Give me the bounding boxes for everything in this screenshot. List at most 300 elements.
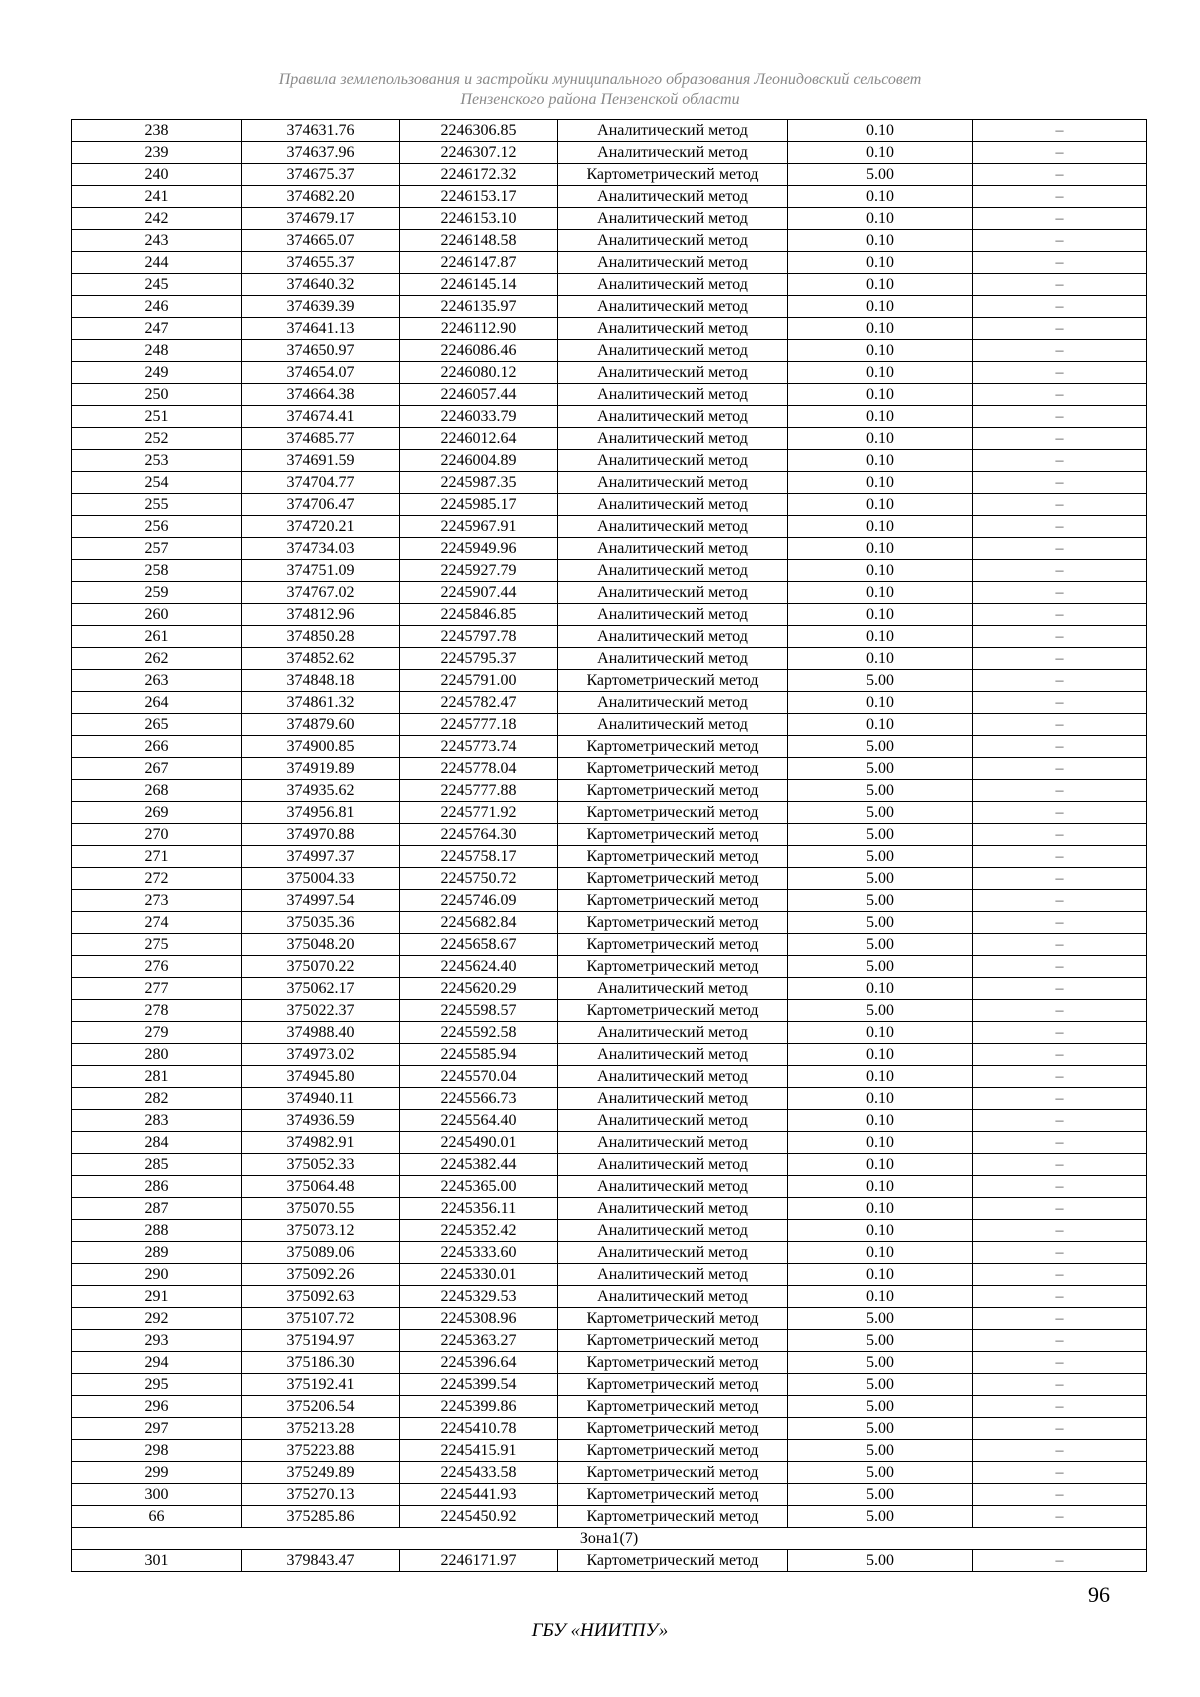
point-number-cell: 274 xyxy=(72,912,242,934)
note-cell: – xyxy=(973,450,1147,472)
accuracy-cell: 0.10 xyxy=(788,648,973,670)
note-cell: – xyxy=(973,186,1147,208)
method-cell: Картометрический метод xyxy=(558,846,788,868)
x-coordinate-cell: 375186.30 xyxy=(242,1352,400,1374)
y-coordinate-cell: 2245773.74 xyxy=(400,736,558,758)
note-cell: – xyxy=(973,1242,1147,1264)
table-row xyxy=(72,1374,1147,1396)
table-row xyxy=(72,1264,1147,1286)
point-number-cell: 252 xyxy=(72,428,242,450)
method-cell: Картометрический метод xyxy=(558,736,788,758)
accuracy-cell: 0.10 xyxy=(788,406,973,428)
method-cell: Аналитический метод xyxy=(558,648,788,670)
table-row xyxy=(72,1220,1147,1242)
point-number-cell: 261 xyxy=(72,626,242,648)
x-coordinate-cell: 375206.54 xyxy=(242,1396,400,1418)
x-coordinate-cell: 379843.47 xyxy=(242,1550,400,1572)
method-cell: Аналитический метод xyxy=(558,560,788,582)
point-number-cell: 245 xyxy=(72,274,242,296)
note-cell: – xyxy=(973,934,1147,956)
table-row xyxy=(72,362,1147,384)
x-coordinate-cell: 375223.88 xyxy=(242,1440,400,1462)
note-cell: – xyxy=(973,120,1147,142)
note-cell: – xyxy=(973,318,1147,340)
table-row xyxy=(72,164,1147,186)
point-number-cell: 283 xyxy=(72,1110,242,1132)
note-cell: – xyxy=(973,1154,1147,1176)
y-coordinate-cell: 2246012.64 xyxy=(400,428,558,450)
method-cell: Аналитический метод xyxy=(558,186,788,208)
method-cell: Аналитический метод xyxy=(558,406,788,428)
accuracy-cell: 5.00 xyxy=(788,758,973,780)
x-coordinate-cell: 374691.59 xyxy=(242,450,400,472)
note-cell: – xyxy=(973,978,1147,1000)
accuracy-cell: 5.00 xyxy=(788,780,973,802)
method-cell: Аналитический метод xyxy=(558,1242,788,1264)
accuracy-cell: 0.10 xyxy=(788,1264,973,1286)
accuracy-cell: 0.10 xyxy=(788,1242,973,1264)
table-row xyxy=(72,626,1147,648)
accuracy-cell: 0.10 xyxy=(788,318,973,340)
document-header xyxy=(0,70,1200,110)
y-coordinate-cell: 2246145.14 xyxy=(400,274,558,296)
x-coordinate-cell: 375285.86 xyxy=(242,1506,400,1528)
accuracy-cell: 5.00 xyxy=(788,956,973,978)
table-row xyxy=(72,1352,1147,1374)
note-cell: – xyxy=(973,274,1147,296)
table-row xyxy=(72,1088,1147,1110)
accuracy-cell: 0.10 xyxy=(788,450,973,472)
point-number-cell: 297 xyxy=(72,1418,242,1440)
table-row xyxy=(72,516,1147,538)
y-coordinate-cell: 2246147.87 xyxy=(400,252,558,274)
x-coordinate-cell: 374900.85 xyxy=(242,736,400,758)
point-number-cell: 254 xyxy=(72,472,242,494)
method-cell: Аналитический метод xyxy=(558,472,788,494)
method-cell: Картометрический метод xyxy=(558,1330,788,1352)
table-row xyxy=(72,714,1147,736)
y-coordinate-cell: 2246153.17 xyxy=(400,186,558,208)
note-cell: – xyxy=(973,1506,1147,1528)
method-cell: Аналитический метод xyxy=(558,1264,788,1286)
table-row xyxy=(72,736,1147,758)
point-number-cell: 295 xyxy=(72,1374,242,1396)
y-coordinate-cell: 2245333.60 xyxy=(400,1242,558,1264)
point-number-cell: 275 xyxy=(72,934,242,956)
table-row xyxy=(72,978,1147,1000)
accuracy-cell: 0.10 xyxy=(788,362,973,384)
accuracy-cell: 5.00 xyxy=(788,1374,973,1396)
accuracy-cell: 0.10 xyxy=(788,560,973,582)
point-number-cell: 301 xyxy=(72,1550,242,1572)
x-coordinate-cell: 374997.54 xyxy=(242,890,400,912)
point-number-cell: 266 xyxy=(72,736,242,758)
table-row xyxy=(72,120,1147,142)
x-coordinate-cell: 375070.22 xyxy=(242,956,400,978)
x-coordinate-cell: 374720.21 xyxy=(242,516,400,538)
method-cell: Аналитический метод xyxy=(558,1154,788,1176)
y-coordinate-cell: 2245795.37 xyxy=(400,648,558,670)
method-cell: Картометрический метод xyxy=(558,758,788,780)
note-cell: – xyxy=(973,1550,1147,1572)
accuracy-cell: 0.10 xyxy=(788,472,973,494)
x-coordinate-cell: 375092.63 xyxy=(242,1286,400,1308)
table-row xyxy=(72,230,1147,252)
method-cell: Картометрический метод xyxy=(558,868,788,890)
accuracy-cell: 0.10 xyxy=(788,208,973,230)
note-cell: – xyxy=(973,1484,1147,1506)
x-coordinate-cell: 374852.62 xyxy=(242,648,400,670)
table-row xyxy=(72,1242,1147,1264)
zone-label: Зона1(7) xyxy=(72,1528,1147,1550)
x-coordinate-cell: 374767.02 xyxy=(242,582,400,604)
point-number-cell: 290 xyxy=(72,1264,242,1286)
x-coordinate-cell: 374675.37 xyxy=(242,164,400,186)
note-cell: – xyxy=(973,1396,1147,1418)
point-number-cell: 279 xyxy=(72,1022,242,1044)
method-cell: Аналитический метод xyxy=(558,120,788,142)
y-coordinate-cell: 2246086.46 xyxy=(400,340,558,362)
table-row xyxy=(72,802,1147,824)
y-coordinate-cell: 2245363.27 xyxy=(400,1330,558,1352)
x-coordinate-cell: 374685.77 xyxy=(242,428,400,450)
note-cell: – xyxy=(973,1462,1147,1484)
point-number-cell: 265 xyxy=(72,714,242,736)
table-row xyxy=(72,186,1147,208)
y-coordinate-cell: 2245777.18 xyxy=(400,714,558,736)
method-cell: Аналитический метод xyxy=(558,978,788,1000)
point-number-cell: 263 xyxy=(72,670,242,692)
table-row xyxy=(72,1066,1147,1088)
table-row xyxy=(72,780,1147,802)
x-coordinate-cell: 374734.03 xyxy=(242,538,400,560)
y-coordinate-cell: 2245399.86 xyxy=(400,1396,558,1418)
table-row xyxy=(72,758,1147,780)
note-cell: – xyxy=(973,1132,1147,1154)
table-row xyxy=(72,1198,1147,1220)
point-number-cell: 257 xyxy=(72,538,242,560)
table-row xyxy=(72,1506,1147,1528)
table-row xyxy=(72,1440,1147,1462)
note-cell: – xyxy=(973,1110,1147,1132)
point-number-cell: 258 xyxy=(72,560,242,582)
x-coordinate-cell: 375194.97 xyxy=(242,1330,400,1352)
note-cell: – xyxy=(973,208,1147,230)
point-number-cell: 247 xyxy=(72,318,242,340)
accuracy-cell: 5.00 xyxy=(788,1550,973,1572)
point-number-cell: 66 xyxy=(72,1506,242,1528)
y-coordinate-cell: 2245778.04 xyxy=(400,758,558,780)
method-cell: Картометрический метод xyxy=(558,1352,788,1374)
method-cell: Аналитический метод xyxy=(558,318,788,340)
y-coordinate-cell: 2245396.64 xyxy=(400,1352,558,1374)
table-row xyxy=(72,846,1147,868)
x-coordinate-cell: 374650.97 xyxy=(242,340,400,362)
point-number-cell: 277 xyxy=(72,978,242,1000)
y-coordinate-cell: 2245365.00 xyxy=(400,1176,558,1198)
point-number-cell: 262 xyxy=(72,648,242,670)
method-cell: Аналитический метод xyxy=(558,340,788,362)
x-coordinate-cell: 375070.55 xyxy=(242,1198,400,1220)
table-row xyxy=(72,956,1147,978)
y-coordinate-cell: 2246306.85 xyxy=(400,120,558,142)
accuracy-cell: 5.00 xyxy=(788,912,973,934)
method-cell: Аналитический метод xyxy=(558,428,788,450)
accuracy-cell: 0.10 xyxy=(788,714,973,736)
y-coordinate-cell: 2245782.47 xyxy=(400,692,558,714)
point-number-cell: 259 xyxy=(72,582,242,604)
x-coordinate-cell: 374637.96 xyxy=(242,142,400,164)
table-row xyxy=(72,1308,1147,1330)
note-cell: – xyxy=(973,912,1147,934)
accuracy-cell: 0.10 xyxy=(788,1066,973,1088)
table-row xyxy=(72,406,1147,428)
note-cell: – xyxy=(973,1418,1147,1440)
accuracy-cell: 5.00 xyxy=(788,1462,973,1484)
y-coordinate-cell: 2245441.93 xyxy=(400,1484,558,1506)
x-coordinate-cell: 375052.33 xyxy=(242,1154,400,1176)
accuracy-cell: 0.10 xyxy=(788,692,973,714)
method-cell: Картометрический метод xyxy=(558,912,788,934)
note-cell: – xyxy=(973,1220,1147,1242)
table-row xyxy=(72,472,1147,494)
x-coordinate-cell: 374812.96 xyxy=(242,604,400,626)
accuracy-cell: 5.00 xyxy=(788,1418,973,1440)
accuracy-cell: 0.10 xyxy=(788,1220,973,1242)
method-cell: Картометрический метод xyxy=(558,1396,788,1418)
method-cell: Картометрический метод xyxy=(558,1506,788,1528)
point-number-cell: 291 xyxy=(72,1286,242,1308)
note-cell: – xyxy=(973,406,1147,428)
note-cell: – xyxy=(973,1286,1147,1308)
y-coordinate-cell: 2245620.29 xyxy=(400,978,558,1000)
point-number-cell: 280 xyxy=(72,1044,242,1066)
y-coordinate-cell: 2245624.40 xyxy=(400,956,558,978)
accuracy-cell: 0.10 xyxy=(788,1198,973,1220)
method-cell: Аналитический метод xyxy=(558,538,788,560)
note-cell: – xyxy=(973,736,1147,758)
accuracy-cell: 5.00 xyxy=(788,1440,973,1462)
table-row xyxy=(72,1484,1147,1506)
y-coordinate-cell: 2245758.17 xyxy=(400,846,558,868)
accuracy-cell: 0.10 xyxy=(788,340,973,362)
method-cell: Картометрический метод xyxy=(558,824,788,846)
x-coordinate-cell: 374706.47 xyxy=(242,494,400,516)
method-cell: Аналитический метод xyxy=(558,362,788,384)
x-coordinate-cell: 375270.13 xyxy=(242,1484,400,1506)
note-cell: – xyxy=(973,604,1147,626)
point-number-cell: 273 xyxy=(72,890,242,912)
y-coordinate-cell: 2245410.78 xyxy=(400,1418,558,1440)
point-number-cell: 296 xyxy=(72,1396,242,1418)
method-cell: Аналитический метод xyxy=(558,142,788,164)
method-cell: Картометрический метод xyxy=(558,780,788,802)
note-cell: – xyxy=(973,1066,1147,1088)
table-row xyxy=(72,1286,1147,1308)
point-number-cell: 269 xyxy=(72,802,242,824)
point-number-cell: 293 xyxy=(72,1330,242,1352)
note-cell: – xyxy=(973,384,1147,406)
method-cell: Аналитический метод xyxy=(558,626,788,648)
accuracy-cell: 0.10 xyxy=(788,230,973,252)
accuracy-cell: 5.00 xyxy=(788,1330,973,1352)
table-row xyxy=(72,670,1147,692)
table-row xyxy=(72,450,1147,472)
y-coordinate-cell: 2245967.91 xyxy=(400,516,558,538)
note-cell: – xyxy=(973,494,1147,516)
accuracy-cell: 0.10 xyxy=(788,538,973,560)
table-row xyxy=(72,1462,1147,1484)
x-coordinate-cell: 374850.28 xyxy=(242,626,400,648)
note-cell: – xyxy=(973,824,1147,846)
y-coordinate-cell: 2245658.67 xyxy=(400,934,558,956)
x-coordinate-cell: 374751.09 xyxy=(242,560,400,582)
x-coordinate-cell: 374640.32 xyxy=(242,274,400,296)
y-coordinate-cell: 2246135.97 xyxy=(400,296,558,318)
note-cell: – xyxy=(973,1330,1147,1352)
note-cell: – xyxy=(973,164,1147,186)
point-number-cell: 276 xyxy=(72,956,242,978)
accuracy-cell: 0.10 xyxy=(788,516,973,538)
accuracy-cell: 5.00 xyxy=(788,868,973,890)
note-cell: – xyxy=(973,296,1147,318)
method-cell: Картометрический метод xyxy=(558,1550,788,1572)
point-number-cell: 289 xyxy=(72,1242,242,1264)
y-coordinate-cell: 2246307.12 xyxy=(400,142,558,164)
note-cell: – xyxy=(973,670,1147,692)
table-row xyxy=(72,538,1147,560)
y-coordinate-cell: 2246171.97 xyxy=(400,1550,558,1572)
table-row xyxy=(72,604,1147,626)
table-row xyxy=(72,912,1147,934)
point-number-cell: 253 xyxy=(72,450,242,472)
point-number-cell: 246 xyxy=(72,296,242,318)
accuracy-cell: 0.10 xyxy=(788,1132,973,1154)
method-cell: Аналитический метод xyxy=(558,604,788,626)
point-number-cell: 241 xyxy=(72,186,242,208)
x-coordinate-cell: 374945.80 xyxy=(242,1066,400,1088)
point-number-cell: 248 xyxy=(72,340,242,362)
point-number-cell: 285 xyxy=(72,1154,242,1176)
method-cell: Аналитический метод xyxy=(558,296,788,318)
method-cell: Картометрический метод xyxy=(558,890,788,912)
accuracy-cell: 5.00 xyxy=(788,846,973,868)
point-number-cell: 272 xyxy=(72,868,242,890)
table-row xyxy=(72,1154,1147,1176)
x-coordinate-cell: 374935.62 xyxy=(242,780,400,802)
y-coordinate-cell: 2245746.09 xyxy=(400,890,558,912)
y-coordinate-cell: 2246153.10 xyxy=(400,208,558,230)
accuracy-cell: 0.10 xyxy=(788,120,973,142)
point-number-cell: 268 xyxy=(72,780,242,802)
table-row xyxy=(72,1022,1147,1044)
note-cell: – xyxy=(973,714,1147,736)
table-row xyxy=(72,274,1147,296)
method-cell: Картометрический метод xyxy=(558,1418,788,1440)
x-coordinate-cell: 374956.81 xyxy=(242,802,400,824)
note-cell: – xyxy=(973,538,1147,560)
y-coordinate-cell: 2245450.92 xyxy=(400,1506,558,1528)
point-number-cell: 260 xyxy=(72,604,242,626)
point-number-cell: 298 xyxy=(72,1440,242,1462)
x-coordinate-cell: 375022.37 xyxy=(242,1000,400,1022)
note-cell: – xyxy=(973,472,1147,494)
accuracy-cell: 5.00 xyxy=(788,736,973,758)
point-number-cell: 238 xyxy=(72,120,242,142)
table-row xyxy=(72,1000,1147,1022)
method-cell: Картометрический метод xyxy=(558,934,788,956)
note-cell: – xyxy=(973,1044,1147,1066)
y-coordinate-cell: 2245399.54 xyxy=(400,1374,558,1396)
x-coordinate-cell: 374879.60 xyxy=(242,714,400,736)
method-cell: Аналитический метод xyxy=(558,1132,788,1154)
method-cell: Аналитический метод xyxy=(558,1198,788,1220)
document-footer: ГБУ «НИИТПУ» xyxy=(531,1620,669,1641)
x-coordinate-cell: 375089.06 xyxy=(242,1242,400,1264)
method-cell: Аналитический метод xyxy=(558,714,788,736)
y-coordinate-cell: 2245777.88 xyxy=(400,780,558,802)
method-cell: Картометрический метод xyxy=(558,1462,788,1484)
point-number-cell: 282 xyxy=(72,1088,242,1110)
accuracy-cell: 5.00 xyxy=(788,802,973,824)
x-coordinate-cell: 374631.76 xyxy=(242,120,400,142)
accuracy-cell: 0.10 xyxy=(788,1176,973,1198)
note-cell: – xyxy=(973,890,1147,912)
y-coordinate-cell: 2246112.90 xyxy=(400,318,558,340)
y-coordinate-cell: 2246172.32 xyxy=(400,164,558,186)
y-coordinate-cell: 2246004.89 xyxy=(400,450,558,472)
point-number-cell: 284 xyxy=(72,1132,242,1154)
table-row xyxy=(72,1044,1147,1066)
y-coordinate-cell: 2245846.85 xyxy=(400,604,558,626)
accuracy-cell: 0.10 xyxy=(788,978,973,1000)
accuracy-cell: 0.10 xyxy=(788,1154,973,1176)
method-cell: Аналитический метод xyxy=(558,230,788,252)
x-coordinate-cell: 374682.20 xyxy=(242,186,400,208)
x-coordinate-cell: 375092.26 xyxy=(242,1264,400,1286)
x-coordinate-cell: 374970.88 xyxy=(242,824,400,846)
table-row xyxy=(72,142,1147,164)
method-cell: Аналитический метод xyxy=(558,450,788,472)
point-number-cell: 271 xyxy=(72,846,242,868)
note-cell: – xyxy=(973,560,1147,582)
point-number-cell: 294 xyxy=(72,1352,242,1374)
y-coordinate-cell: 2245490.01 xyxy=(400,1132,558,1154)
point-number-cell: 244 xyxy=(72,252,242,274)
note-cell: – xyxy=(973,846,1147,868)
y-coordinate-cell: 2245382.44 xyxy=(400,1154,558,1176)
table-row xyxy=(72,890,1147,912)
point-number-cell: 287 xyxy=(72,1198,242,1220)
x-coordinate-cell: 374997.37 xyxy=(242,846,400,868)
note-cell: – xyxy=(973,1352,1147,1374)
accuracy-cell: 0.10 xyxy=(788,626,973,648)
accuracy-cell: 5.00 xyxy=(788,1000,973,1022)
method-cell: Картометрический метод xyxy=(558,956,788,978)
note-cell: – xyxy=(973,626,1147,648)
accuracy-cell: 5.00 xyxy=(788,670,973,692)
note-cell: – xyxy=(973,142,1147,164)
table-row xyxy=(72,1550,1147,1572)
method-cell: Аналитический метод xyxy=(558,1088,788,1110)
method-cell: Аналитический метод xyxy=(558,1110,788,1132)
x-coordinate-cell: 375064.48 xyxy=(242,1176,400,1198)
table-row xyxy=(72,340,1147,362)
y-coordinate-cell: 2245592.58 xyxy=(400,1022,558,1044)
accuracy-cell: 5.00 xyxy=(788,1308,973,1330)
accuracy-cell: 0.10 xyxy=(788,384,973,406)
y-coordinate-cell: 2245330.01 xyxy=(400,1264,558,1286)
